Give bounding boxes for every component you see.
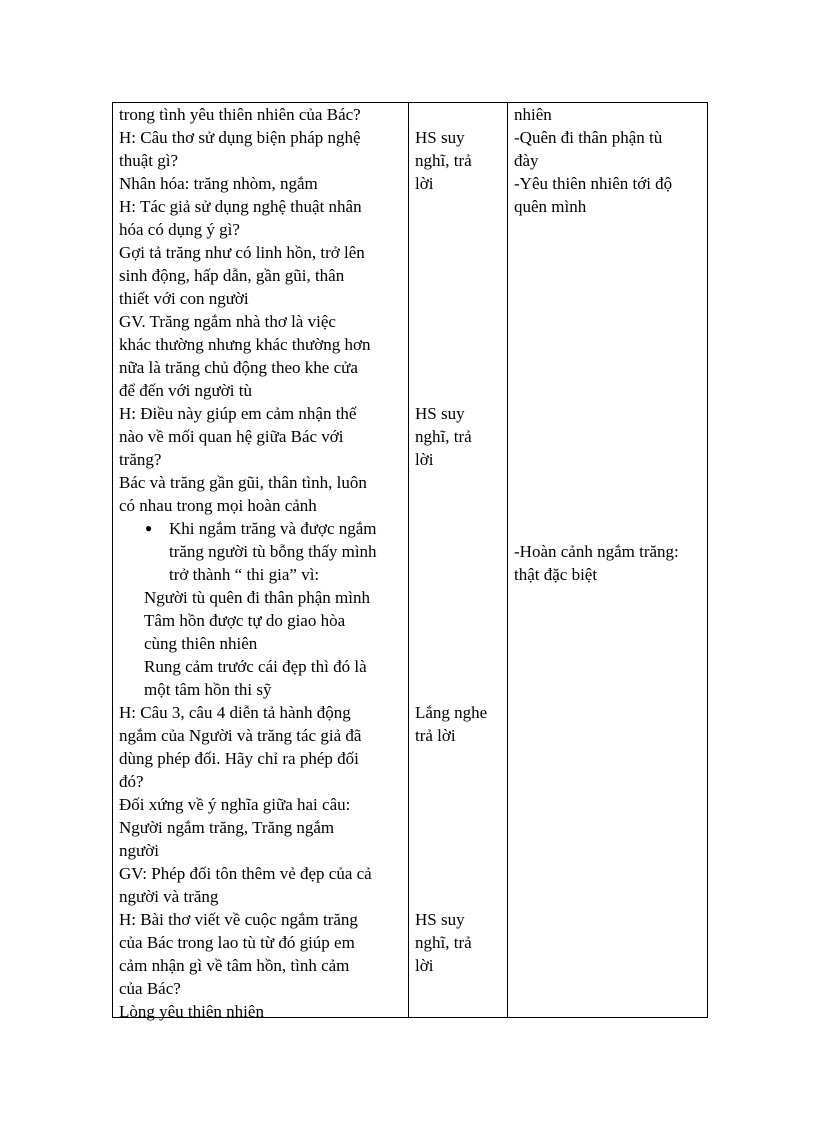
text-line: Người tù quên đi thân phận mình	[144, 588, 370, 607]
text-line: Bác và trăng gần gũi, thân tình, luôn	[119, 473, 367, 492]
text-line: lời	[415, 174, 434, 193]
text-line: của Bác?	[119, 979, 181, 998]
bullet-text-line: Khi ngắm trăng và được ngắm	[169, 519, 377, 538]
text-line: cùng thiên nhiên	[144, 634, 258, 653]
text-line: ngắm của Người và trăng tác giả đã	[119, 726, 362, 745]
bullet-text-line: trăng người tù bỗng thấy mình	[169, 542, 377, 561]
text-line: HS suy	[415, 404, 465, 423]
table-row	[113, 103, 708, 1018]
bullet-text-line: trở thành “ thi gia” vì:	[169, 565, 320, 584]
text-line: quên mình	[514, 197, 587, 216]
text-line: đày	[514, 151, 539, 170]
text-line: thật đặc biệt	[514, 565, 598, 584]
text-line: hóa có dụng ý gì?	[119, 220, 240, 239]
text-line: nữa là trăng chủ động theo khe cửa	[119, 358, 358, 377]
text-line: Người ngắm trăng, Trăng ngắm	[119, 818, 335, 837]
text-line: HS suy	[415, 128, 465, 147]
text-line: của Bác trong lao tù từ đó giúp em	[119, 933, 355, 952]
text-line: H: Câu thơ sử dụng biện pháp nghệ	[119, 128, 361, 147]
text-line: trăng?	[119, 450, 162, 469]
bullet-dot-icon: ●	[145, 521, 153, 535]
student-activity-cell	[409, 103, 508, 1018]
text-line: HS suy	[415, 910, 465, 929]
text-line: lời	[415, 450, 434, 469]
text-line: Lắng nghe	[415, 703, 488, 722]
text-line: người và trăng	[119, 887, 219, 906]
text-line: GV: Phép đối tôn thêm vẻ đẹp của cả	[119, 864, 372, 883]
text-line: Gợi tả trăng như có linh hồn, trở lên	[119, 243, 365, 262]
text-line: Lòng yêu thiên nhiên	[119, 1002, 264, 1021]
text-line: nghĩ, trả	[415, 427, 472, 446]
text-line: thuật gì?	[119, 151, 179, 170]
text-line: GV. Trăng ngắm nhà thơ là việc	[119, 312, 336, 331]
text-line: -Hoàn cảnh ngắm trăng:	[514, 542, 679, 561]
text-line: đó?	[119, 772, 144, 791]
text-line: cảm nhận gì về tâm hồn, tình cảm	[119, 956, 350, 975]
text-line: dùng phép đối. Hãy chỉ ra phép đối	[119, 749, 359, 768]
text-line: trong tình yêu thiên nhiên của Bác?	[119, 105, 361, 124]
teacher-activity-cell	[113, 103, 409, 1021]
text-line: có nhau trong mọi hoàn cảnh	[119, 496, 317, 515]
text-line: nào về mối quan hệ giữa Bác với	[119, 427, 344, 446]
text-line: trả lời	[415, 726, 456, 745]
text-line: sinh động, hấp dẫn, gần gũi, thân	[119, 266, 345, 285]
text-line: H: Bài thơ viết về cuộc ngắm trăng	[119, 910, 358, 929]
text-line: để đến với người tù	[119, 381, 252, 400]
text-line: H: Tác giả sử dụng nghệ thuật nhân	[119, 197, 362, 216]
content-cell	[508, 103, 708, 1018]
text-line: Đối xứng về ý nghĩa giữa hai câu:	[119, 795, 351, 814]
text-line: lời	[415, 956, 434, 975]
lesson-table	[112, 102, 708, 1021]
text-line: thiết với con người	[119, 289, 249, 308]
text-line: một tâm hồn thi sỹ	[144, 680, 272, 699]
text-line: Tâm hồn được tự do giao hòa	[144, 611, 346, 630]
text-line: H: Câu 3, câu 4 diễn tả hành động	[119, 703, 351, 722]
text-line: Rung cảm trước cái đẹp thì đó là	[144, 657, 367, 676]
text-line: người	[119, 841, 159, 860]
text-line: nghĩ, trả	[415, 933, 472, 952]
text-line: nghĩ, trả	[415, 151, 472, 170]
text-line: -Yêu thiên nhiên tới độ	[514, 174, 673, 193]
text-line: Nhân hóa: trăng nhòm, ngắm	[119, 174, 318, 193]
text-line: nhiên	[514, 105, 552, 124]
text-line: khác thường nhưng khác thường hơn	[119, 335, 371, 354]
text-line: -Quên đi thân phận tù	[514, 128, 663, 147]
text-line: H: Điều này giúp em cảm nhận thế	[119, 404, 357, 423]
